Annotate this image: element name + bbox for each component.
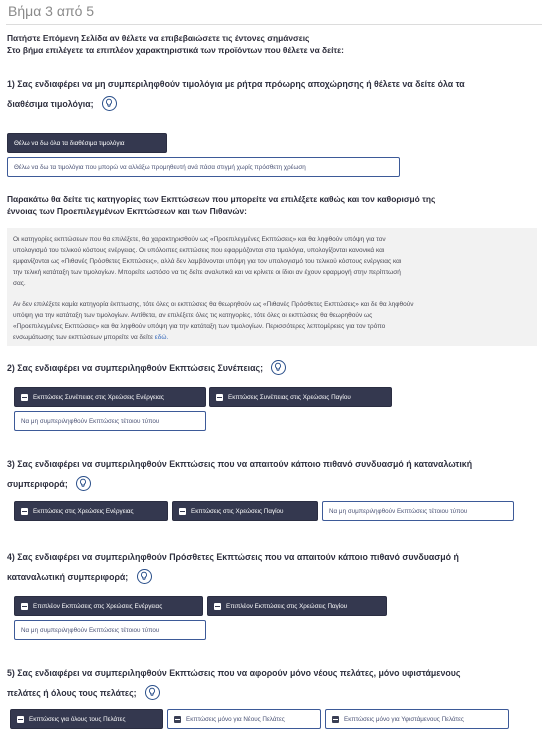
all-customers-button[interactable] bbox=[10, 709, 163, 729]
question-1-line-1: 1) Σας ενδιαφέρει να μη συμπεριληφθούν τιμολόγια με ρήτρα πρόωρης αποχώρησης ή θέλετε να δείτε όλα τα bbox=[7, 79, 465, 89]
extra-energy-label: Επιπλέον Εκπτώσεις στις Χρεώσεις Ενέργειας bbox=[33, 602, 163, 610]
behavior-fixed-label: Εκπτώσεις στις Χρεώσεις Παγίου bbox=[191, 507, 284, 515]
consistency-energy-button[interactable] bbox=[14, 387, 206, 407]
question-3 bbox=[7, 454, 527, 494]
extra-fixed-button[interactable] bbox=[207, 596, 387, 616]
consistency-energy-label: Εκπτώσεις Συνέπειας στις Χρεώσεις Ενέργειας bbox=[33, 393, 164, 401]
consistency-fixed-label: Εκπτώσεις Συνέπειας στις Χρεώσεις Παγίου bbox=[228, 393, 351, 401]
info-p1-line: υπολογισμό του τελικού κόστους ενέργειας. Οι υπόλοιπες εκπτώσεις που εφαρμόζονται στα τιμολόγια, υπολογίζονται κανονικά και bbox=[13, 247, 385, 254]
question-4-line-1: 4) Σας ενδιαφέρει να συμπεριληφθούν Πρόσθετες Εκπτώσεις που να απαιτούν κάποιο πιθανό συνδυασμό ή bbox=[7, 552, 459, 562]
question-2-line-1: 2) Σας ενδιαφέρει να συμπεριληφθούν Εκπτώσεις Συνέπειας; bbox=[7, 363, 263, 373]
behavior-fixed-button[interactable] bbox=[172, 501, 318, 521]
existing-customers-button[interactable] bbox=[325, 709, 509, 729]
behavior-none-button[interactable] bbox=[322, 501, 514, 521]
intro-line-1: Πατήστε Επόμενη Σελίδα αν θέλετε να επιβεβαιώσετε τις έντονες σημάνσεις bbox=[7, 33, 310, 43]
categories-intro-line-2: έννοιας των Προεπιλεγμένων Εκπτώσεων και των Πιθανών: bbox=[7, 206, 247, 216]
question-5 bbox=[7, 663, 527, 703]
intro-line-2: Στο βήμα επιλέγετε τα επιπλέον χαρακτηριστικά των προϊόντων που θέλετε να δείτε: bbox=[7, 45, 344, 55]
extra-fixed-label: Επιπλέον Εκπτώσεις στις Χρεώσεις Παγίου bbox=[226, 602, 348, 610]
minus-square-icon bbox=[17, 716, 24, 723]
behavior-energy-button[interactable] bbox=[14, 501, 168, 521]
consistency-none-label: Να μη συμπεριληφθούν Εκπτώσεις τέτοιου τύπου bbox=[21, 417, 160, 425]
lightbulb-icon[interactable] bbox=[76, 476, 91, 491]
question-5-line-2: πελάτες ή όλους τους πελάτες; bbox=[7, 688, 137, 698]
show-all-tariffs-button[interactable] bbox=[7, 133, 167, 153]
new-customers-button[interactable] bbox=[167, 709, 321, 729]
divider bbox=[6, 24, 542, 25]
info-p1-line: εμφανίζονται ως «Πιθανές Πρόσθετες Εκπτώσεις», αλλά δεν λαμβάνονται υπόψη για τον υπολογισμό του τελικού κόστους ενέργειας και bbox=[13, 258, 402, 265]
switch-anytime-button[interactable] bbox=[7, 157, 400, 177]
minus-square-icon bbox=[21, 394, 28, 401]
minus-square-icon bbox=[21, 603, 28, 610]
info-p2-line: Αν δεν επιλέξετε καμία κατηγορία έκπτωσης, τότε όλες οι εκπτώσεις θα θεωρηθούν ως «Πιθανές Πρόσθετες Εκπτώσεις» και δε θα ληφθούν bbox=[13, 301, 414, 308]
question-1-line-2: διαθέσιμα τιμολόγια; bbox=[7, 99, 94, 109]
extra-energy-button[interactable] bbox=[14, 596, 203, 616]
minus-square-icon bbox=[179, 508, 186, 515]
info-box bbox=[7, 228, 537, 346]
info-p2-line: ενσωμάτωσης των εκπτώσεων μπορείτε να δείτε bbox=[13, 334, 155, 341]
info-p1-line: σας. bbox=[13, 280, 26, 287]
lightbulb-icon[interactable] bbox=[102, 96, 117, 111]
question-1 bbox=[7, 74, 527, 114]
info-p2-line: υπόψη για την κατάταξη των τιμολογίων. Αντίθετα, αν επιλέξετε όλες τις κατηγορίες, τότε όλες οι εκπτώσεις θα θεωρηθούν ως bbox=[13, 312, 373, 319]
extra-none-button[interactable] bbox=[14, 620, 206, 640]
info-p1-line: την τελική κατάταξη των τιμολογίων. Μπορείτε ωστόσο να τις δείτε αναλυτικά και να κρίνετε οι ίδιοι αν έχουν εφαρμογή στην περίπτωσή bbox=[13, 269, 401, 276]
categories-intro-line-1: Παρακάτω θα δείτε τις κατηγορίες των Εκπτώσεων που μπορείτε να επιλέξετε καθώς και τον καθορισμό της bbox=[7, 194, 436, 204]
extra-none-label: Να μη συμπεριληφθούν Εκπτώσεις τέτοιου τύπου bbox=[21, 626, 160, 634]
question-3-line-2: συμπεριφορά; bbox=[7, 479, 68, 489]
minus-square-icon bbox=[332, 716, 339, 723]
question-4-line-2: καταναλωτική συμπεριφορά; bbox=[7, 572, 129, 582]
switch-anytime-label: Θέλω να δω τα τιμολόγια που μπορώ να αλλάξω προμηθευτή ανά πάσα στιγμή χωρίς πρόσθετη χρέωση bbox=[14, 163, 306, 171]
show-all-tariffs-label: Θέλω να δω όλα τα διαθέσιμα τιμολόγια bbox=[14, 139, 125, 147]
behavior-none-label: Να μη συμπεριληφθούν Εκπτώσεις τέτοιου τύπου bbox=[329, 507, 468, 515]
step-title: Βήμα 3 από 5 bbox=[8, 3, 95, 19]
question-4 bbox=[7, 547, 527, 587]
question-3-line-1: 3) Σας ενδιαφέρει να συμπεριληφθούν Εκπτώσεις που να απαιτούν κάποιο πιθανό συνδυασμό ή καταναλωτική bbox=[7, 459, 473, 469]
behavior-energy-label: Εκπτώσεις στις Χρεώσεις Ενέργειας bbox=[33, 507, 134, 515]
question-5-line-1: 5) Σας ενδιαφέρει να συμπεριληφθούν Εκπτώσεις που να αφορούν μόνο νέους πελάτες, μόνο υφιστάμενους bbox=[7, 668, 461, 678]
lightbulb-icon[interactable] bbox=[271, 360, 286, 375]
minus-square-icon bbox=[174, 716, 181, 723]
details-link[interactable]: εδώ. bbox=[154, 334, 169, 341]
question-2 bbox=[7, 358, 527, 378]
lightbulb-icon[interactable] bbox=[145, 685, 160, 700]
info-p1-line: Οι κατηγορίες εκπτώσεων που θα επιλέξετε, θα χαρακτηρισθούν ως «Προεπιλεγμένες Εκπτώσεις» και θα ληφθούν υπόψη για τον bbox=[13, 236, 386, 243]
info-paragraph-1 bbox=[13, 234, 528, 289]
minus-square-icon bbox=[216, 394, 223, 401]
new-customers-label: Εκπτώσεις μόνο για Νέους Πελάτες bbox=[186, 715, 285, 723]
consistency-fixed-button[interactable] bbox=[209, 387, 392, 407]
minus-square-icon bbox=[21, 508, 28, 515]
existing-customers-label: Εκπτώσεις μόνο για Υφιστάμενους Πελάτες bbox=[344, 715, 464, 723]
info-p2-line: «Προεπιλεγμένες Εκπτώσεις» και θα ληφθούν υπόψη για την κατάταξη των τιμολογίων. Περισσότερες λεπτομέρειες για τον τρόπο bbox=[13, 323, 386, 330]
info-paragraph-2 bbox=[13, 299, 528, 343]
consistency-none-button[interactable] bbox=[14, 411, 206, 431]
minus-square-icon bbox=[214, 603, 221, 610]
all-customers-label: Εκπτώσεις για όλους τους Πελάτες bbox=[29, 715, 126, 723]
lightbulb-icon[interactable] bbox=[137, 569, 152, 584]
